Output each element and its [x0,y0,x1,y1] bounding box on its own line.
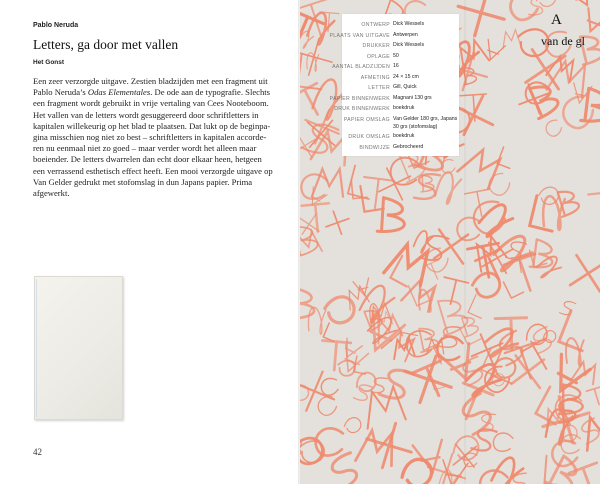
author-name: Pablo Neruda [33,22,79,29]
colophon-value: Gill, Quick [393,84,417,90]
colophon-label: PLAATS VAN UITGAVE [329,32,390,39]
review-text-line: boeiender. De letters dwarrelen dan echt door elkaar heen, hetgeen [33,154,262,165]
review-text-line: ren nu eenmaal niet zo goed – maar verder wordt het alleen maar [33,143,257,154]
colophon-label: BINDWIJZE [359,144,390,151]
publisher-name: Het Gonst [33,59,65,66]
colophon-value: 50 [393,52,399,59]
review-text-line: een fragment wordt gebruikt in vrije vertaling van Cees Nooteboom. [33,98,269,109]
colophon-value: boekdruk [393,133,415,139]
review-text-line: afgewerkt. [33,188,70,199]
colophon-label: DRUK OMSLAG [348,134,390,140]
colophon-value: Van Gelder 180 grs, Japans [393,115,458,122]
colophon-label: PAPIER BINNENWERK [329,95,390,102]
colophon-value: Dick Wessels [393,21,425,27]
colophon-value: boekdruk [393,105,415,111]
colophon-value: Magnani 130 grs [393,94,432,101]
book-title: Letters, ga door met vallen [33,37,179,52]
colophon-value-continued: 30 grs (stofomslag) [393,123,438,130]
review-text-line: Van Gelder gedrukt met stofomslag in dun Japans papier. Prima [33,176,253,187]
colophon-label: LETTER [368,85,390,91]
colophon-label: PAPIER OMSLAG [343,116,390,123]
colophon-label: OPLAGE [366,53,390,60]
colophon-value: Dick Wessels [393,42,425,48]
review-text-line: kapitalen willekeurig op het blad te plaatsen. Dat lukt op de beginpa- [33,120,271,131]
colophon-value: Antwerpen [393,31,418,38]
colophon-label: AFMETING [360,74,390,81]
colophon-label: DRUK BINNENWERK [334,106,390,112]
right-edge-text: van de gl [541,34,585,48]
right-edge-letter: A [551,12,562,28]
colophon-label: ONTWERP [361,22,390,28]
review-text-line: Een zeer verzorgde uitgave. Zestien bladzijden met een fragment uit [33,76,268,86]
page-number: 42 [33,447,42,457]
review-text-line: gina misschien nog niet zo best – schriftletters in kapitalen accorde- [33,132,267,143]
colophon-value: Gebrocheerd [393,143,424,150]
colophon-label: DRUKKER [362,43,390,49]
review-text-line: Het vallen van de letters wordt gesuggereerd door schriftletters in [33,109,259,120]
review-text-line: Pablo Neruda’s Odas Elementales. De ode aan de typografie. Slechts [33,87,270,98]
review-text-line: een verrassend esthetisch effect heeft. Een mooi verzorgde uitgave op [33,165,273,176]
colophon-value: 16 [393,63,399,69]
colophon-value: 24 × 15 cm [393,73,419,80]
colophon-label: AANTAL BLADZIJDEN [332,64,390,70]
